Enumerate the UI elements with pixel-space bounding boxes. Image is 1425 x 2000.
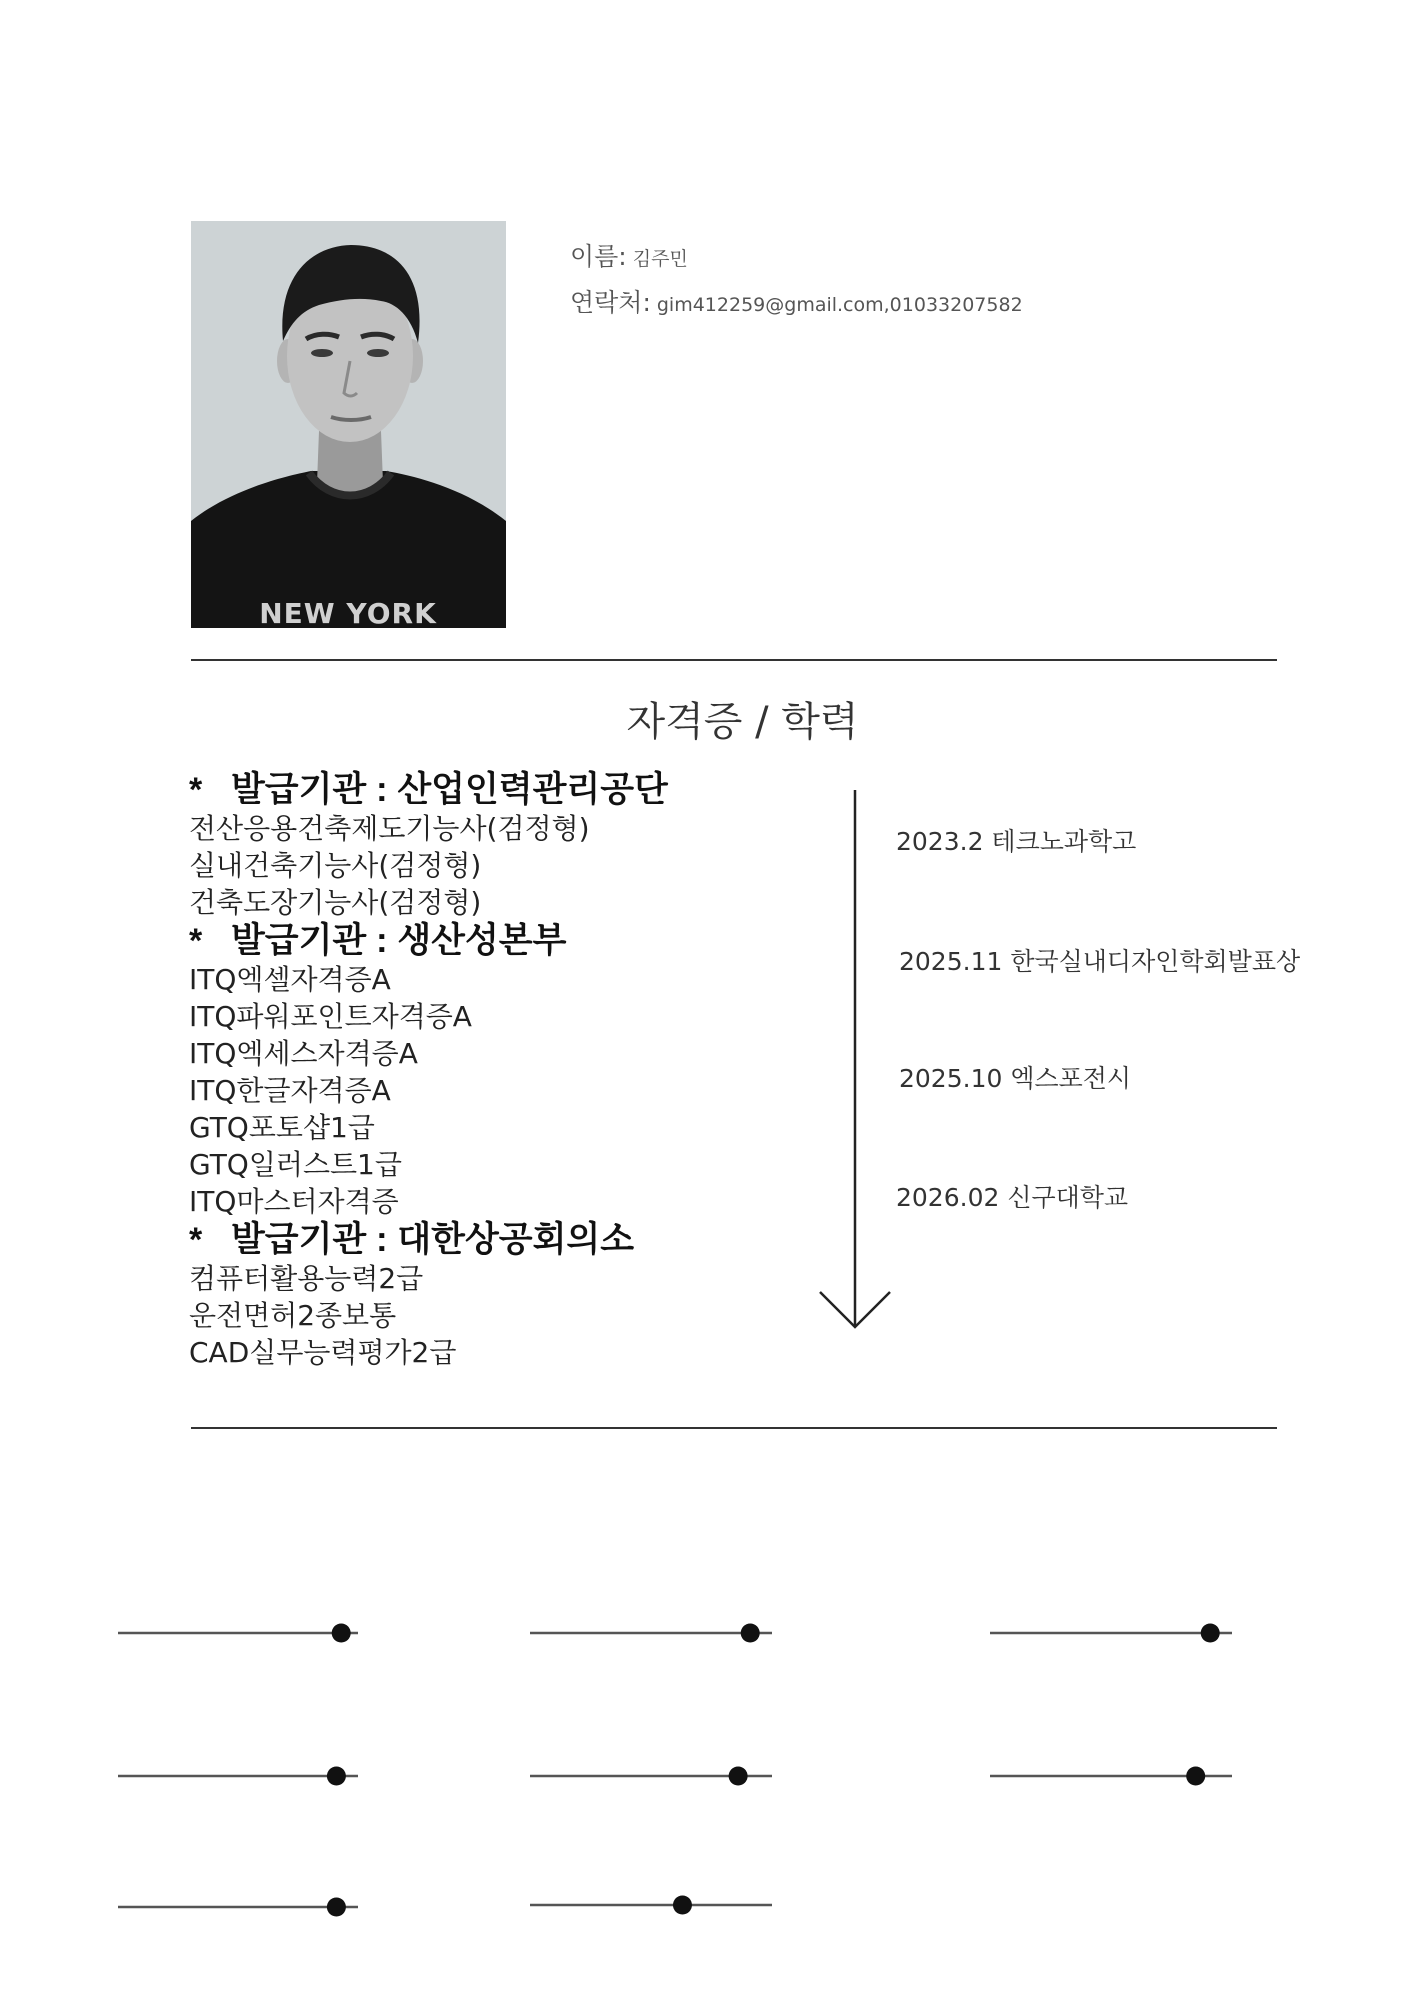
cert-item: GTQ일러스트1급 <box>189 1148 402 1181</box>
divider-bottom <box>191 1427 1277 1429</box>
issuer-name: 발급기관 : 대한상공회의소 <box>231 1220 635 1259</box>
skill-slider[interactable] <box>990 1624 1232 1643</box>
slider-handle[interactable] <box>1186 1767 1205 1786</box>
cert-item: ITQ엑세스자격증A <box>189 1037 418 1070</box>
cert-item: CAD실무능력평가2급 <box>189 1336 457 1369</box>
bullet-star: * <box>189 922 203 960</box>
cert-item: 운전면허2종보통 <box>189 1299 397 1332</box>
bullet-star: * <box>189 771 203 809</box>
shirt-print-text: NEW YORK <box>259 597 437 628</box>
cert-item: GTQ포토샵1급 <box>189 1111 375 1144</box>
cert-item: ITQ파워포인트자격증A <box>189 1000 472 1033</box>
skill-slider[interactable] <box>530 1896 772 1915</box>
issuer-name: 발급기관 : 생산성본부 <box>231 921 567 960</box>
divider-top <box>191 659 1277 661</box>
slider-handle[interactable] <box>327 1767 346 1786</box>
skill-slider[interactable] <box>118 1898 358 1917</box>
name-value: 김주민 <box>632 248 688 270</box>
slider-handle[interactable] <box>1201 1624 1220 1643</box>
cert-item: 실내건축기능사(검정형) <box>189 849 482 882</box>
slider-handle[interactable] <box>741 1624 760 1643</box>
education-entry: 2025.10 엑스포전시 <box>899 1064 1132 1093</box>
section-title: 자격증 / 학력 <box>626 699 859 745</box>
issuer-name: 발급기관 : 산업인력관리공단 <box>231 770 668 809</box>
cert-item: ITQ한글자격증A <box>189 1074 391 1107</box>
cert-item: 전산응용건축제도기능사(검정형) <box>189 812 590 845</box>
cert-group <box>189 921 829 1220</box>
certifications-list <box>189 770 829 1371</box>
bullet-star: * <box>189 1221 203 1259</box>
education-entry: 2025.11 한국실내디자인학회발표상 <box>899 947 1301 976</box>
skill-slider[interactable] <box>990 1767 1232 1786</box>
cert-item: ITQ마스터자격증 <box>189 1185 399 1218</box>
slider-handle[interactable] <box>332 1624 351 1643</box>
cert-item: 컴퓨터활용능력2급 <box>189 1262 424 1295</box>
slider-handle[interactable] <box>673 1896 692 1915</box>
issuer-heading <box>189 1220 829 1260</box>
contact-label: 연락처: <box>570 288 651 317</box>
education-entry: 2026.02 신구대학교 <box>896 1183 1129 1212</box>
skill-slider[interactable] <box>530 1767 772 1786</box>
education-entry: 2023.2 테크노과학고 <box>896 827 1137 856</box>
skill-sliders <box>0 1600 1425 1940</box>
name-row <box>570 237 688 273</box>
contact-row <box>570 283 1023 319</box>
name-label: 이름: <box>570 242 627 271</box>
slider-handle[interactable] <box>327 1898 346 1917</box>
cert-item: 건축도장기능사(검정형) <box>189 886 482 919</box>
issuer-heading <box>189 921 829 961</box>
skill-slider[interactable] <box>530 1624 772 1643</box>
skill-slider[interactable] <box>118 1624 358 1643</box>
cert-item: ITQ엑셀자격증A <box>189 963 391 996</box>
profile-photo <box>191 221 506 628</box>
issuer-heading <box>189 770 829 810</box>
cert-group <box>189 770 829 921</box>
cert-group <box>189 1220 829 1371</box>
timeline-arrow-icon <box>810 790 900 1340</box>
slider-handle[interactable] <box>729 1767 748 1786</box>
contact-value: gim412259@gmail.com,01033207582 <box>656 294 1023 316</box>
skill-slider[interactable] <box>118 1767 358 1786</box>
